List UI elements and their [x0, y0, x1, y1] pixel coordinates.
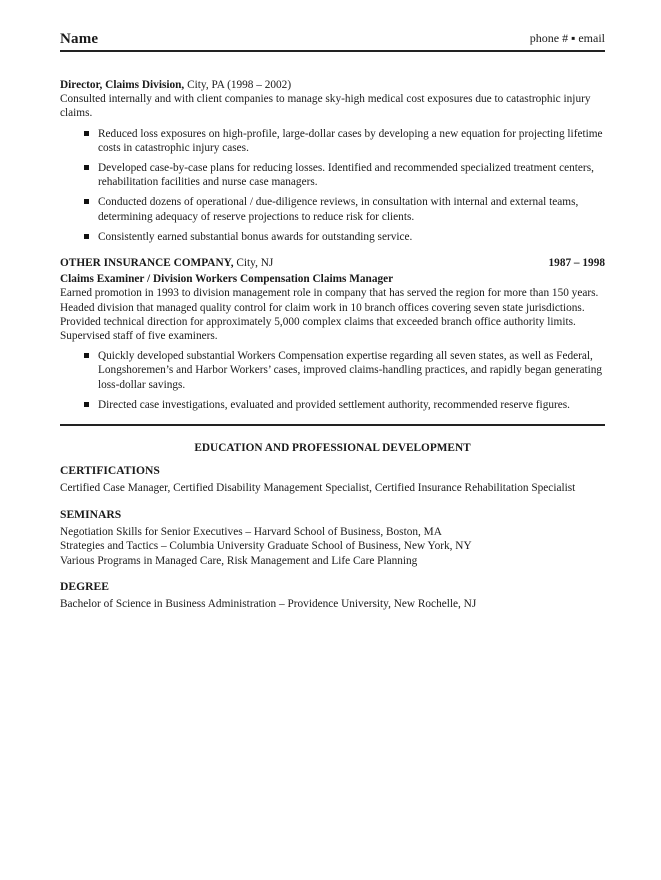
- list-item: Certified Case Manager, Certified Disability Management Specialist, Certified Insurance Rehabilitation Specialist: [60, 482, 576, 495]
- job-summary: Consulted internally and with client companies to manage sky-high medical cost exposures due to catastrophic injury claims.: [60, 93, 591, 120]
- list-item: Bachelor of Science in Business Administration – Providence University, New Rochelle, NJ: [60, 598, 477, 611]
- role-summary: Earned promotion in 1993 to division management role in company that has served the region for more than 150 years. Headed division that managed quality control for claim work in 10 branch offices covering seven state jurisdictions. Provided technical direction for approximately 5,000 complex claims that exceeded branch office authority limits. Supervised staff of five examiners.: [60, 287, 599, 343]
- bullet-square-icon: [84, 353, 89, 358]
- list-item: Quickly developed substantial Workers Compensation expertise regarding all seven states, as well as Federal, Longshoremen’s and Harbor Workers’ cases, improved claims-handling practices, and rapidly began generating loss-dollar savings.: [98, 349, 605, 392]
- header-divider: [60, 50, 605, 52]
- job-achievements-list: [60, 127, 605, 244]
- contact-info: phone # ▪ email: [529, 31, 605, 45]
- role-title: Claims Examiner / Division Workers Compensation Claims Manager: [60, 273, 394, 286]
- company-location: City, NJ: [233, 257, 274, 270]
- company-name: OTHER INSURANCE COMPANY,: [60, 257, 234, 270]
- list-item: Various Programs in Managed Care, Risk Management and Life Care Planning: [60, 554, 418, 567]
- list-item: Negotiation Skills for Senior Executives – Harvard School of Business, Boston, MA: [60, 525, 442, 538]
- certifications-list: [60, 481, 605, 496]
- list-item: Developed case-by-case plans for reducing losses. Identified and recommended specialized treatment centers, rehabilitation facilities and nurse case managers.: [98, 161, 605, 189]
- list-item: Reduced loss exposures on high-profile, large-dollar cases by developing a new equation for projecting lifetime costs in catastrophic injury cases.: [98, 127, 605, 155]
- resume-page: [60, 26, 605, 612]
- list-item: Consistently earned substantial bonus awards for outstanding service.: [98, 230, 605, 244]
- resume-header: [60, 26, 605, 48]
- list-item: Directed case investigations, evaluated and provided settlement authority, recommended reserve figures.: [98, 398, 605, 412]
- candidate-name: Name: [60, 31, 99, 47]
- company-header: [60, 256, 605, 270]
- degree-heading: DEGREE: [60, 580, 109, 594]
- job-location: City, PA (1998 – 2002): [184, 79, 292, 91]
- bullet-square-icon: [84, 165, 89, 170]
- bullet-square-icon: [84, 199, 89, 204]
- bullet-square-icon: [84, 131, 89, 136]
- job-title: Director, Claims Division,: [60, 79, 185, 91]
- degree-list: [60, 597, 605, 612]
- seminars-list: [60, 525, 605, 569]
- role-achievements-list: [60, 349, 605, 412]
- education-heading: EDUCATION AND PROFESSIONAL DEVELOPMENT: [194, 442, 471, 455]
- bullet-square-icon: [84, 402, 89, 407]
- employment-dates: 1987 – 1998: [548, 257, 605, 270]
- list-item: Conducted dozens of operational / due-diligence reviews, in consultation with internal and external teams, determining adequacy of reserve projections to reduce risk for clients.: [98, 195, 605, 223]
- list-item: Strategies and Tactics – Columbia University Graduate School of Business, New York, NY: [60, 540, 472, 553]
- bullet-square-icon: [84, 234, 89, 239]
- section-divider: [60, 424, 605, 426]
- job-title-line: [60, 78, 605, 92]
- seminars-heading: SEMINARS: [60, 507, 122, 521]
- certifications-heading: CERTIFICATIONS: [60, 464, 160, 478]
